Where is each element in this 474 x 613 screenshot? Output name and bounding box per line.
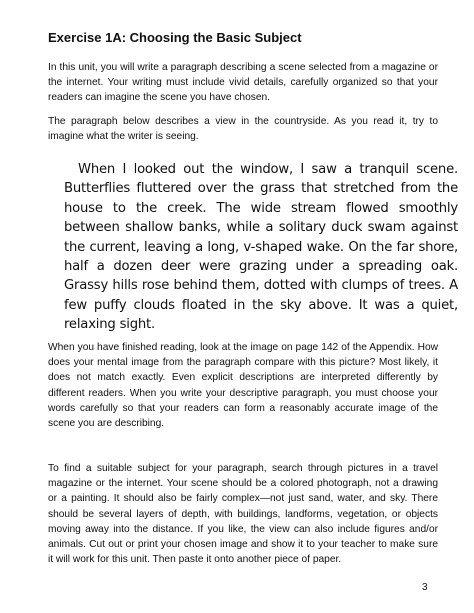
lead-paragraph: The paragraph below describes a view in the countryside. As you read it, try to imagine what the writer is seeing. [48,116,438,143]
page-number: 3 [422,582,428,593]
intro-paragraph: In this unit, you will write a paragraph describing a scene selected from a magazine or the internet. Your writing must include vivid details, carefully organized so that your readers can imagine the scene you have chosen. [48,62,438,104]
subject-instructions-paragraph: To find a suitable subject for your paragraph, search through pictures in a travel magazine or the internet. Your scene should be a colored photograph, not a drawing or a painting. It should also be fairly complex—not just sand, water, and sky. There should be several layers of depth, with buildings, landforms, vegetation, or objects moving away into the distance. If you like, the view can also include figures and/or animals. Cut out or print your chosen image and show it to your teacher to make sure it will work for this unit. Then paste it onto another piece of paper. [48,463,438,566]
sample-descriptive-paragraph: When I looked out the window, I saw a tranquil scene. Butterflies fluttered over the grass that stretched from the house to the creek. The wide stream flowed smoothly between shallow banks, while a solitary duck swam against the current, leaving a long, v-shaped wake. On the far shore, half a dozen deer were grazing under a spreading oak. Grassy hills rose behind them, dotted with clumps of trees. A few puffy clouds floated in the sky above. It was a quiet, relaxing sight. [64,162,458,333]
reflection-paragraph: When you have finished reading, look at the image on page 142 of the Appendix. How does your mental image from the paragraph compare with this picture? Most likely, it does not match exactly. Even explicit descriptions are interpreted differently by different readers. When you write your descriptive paragraph, you must choose your words carefully so that your readers can form a reasonably accurate image of the scene you are describing. [48,342,438,430]
exercise-title: Exercise 1A: Choosing the Basic Subject [48,30,302,45]
